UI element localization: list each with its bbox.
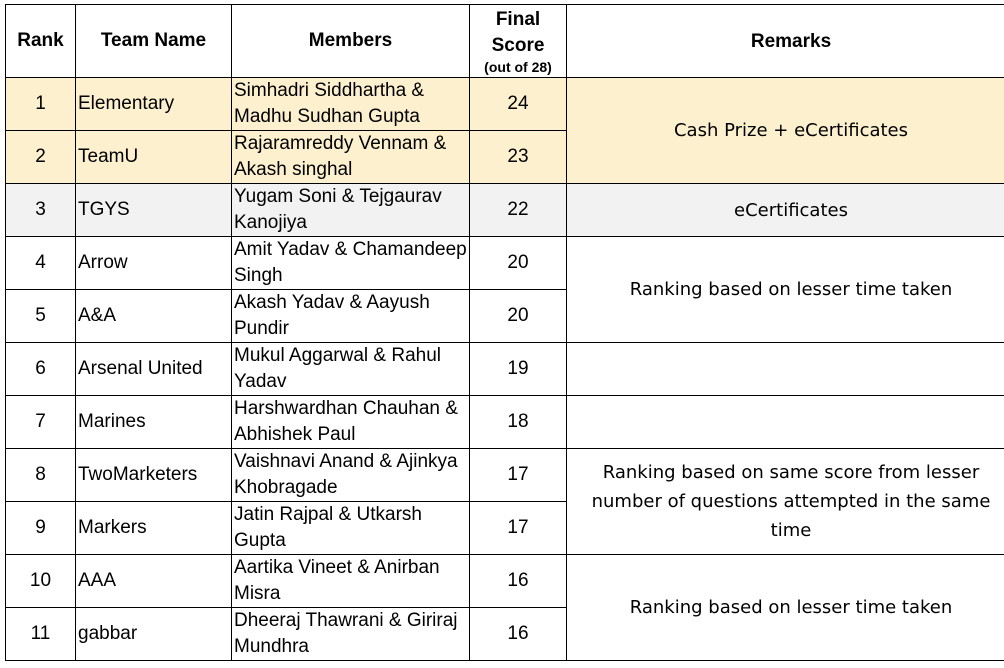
members-cell: Jatin Rajpal & Utkarsh Gupta <box>232 502 470 555</box>
members-cell: Rajaramreddy Vennam & Akash singhal <box>232 131 470 184</box>
rank-cell: 7 <box>6 396 76 449</box>
score-cell: 17 <box>470 502 567 555</box>
rank-cell: 1 <box>6 78 76 131</box>
header-rank: Rank <box>6 5 76 78</box>
header-row <box>6 5 1004 78</box>
rank-cell: 3 <box>6 184 76 237</box>
table-row <box>6 184 1004 237</box>
score-cell: 18 <box>470 396 567 449</box>
members-cell: Amit Yadav & Chamandeep Singh <box>232 237 470 290</box>
score-cell: 20 <box>470 290 567 343</box>
members-cell: Simhadri Siddhartha & Madhu Sudhan Gupta <box>232 78 470 131</box>
members-cell: Akash Yadav & Aayush Pundir <box>232 290 470 343</box>
header-score-subtitle: (out of 28) <box>484 59 552 75</box>
team-name-cell: TGYS <box>76 184 232 237</box>
rank-cell: 10 <box>6 555 76 608</box>
team-name-cell: AAA <box>76 555 232 608</box>
members-cell: Mukul Aggarwal & Rahul Yadav <box>232 343 470 396</box>
rank-cell: 8 <box>6 449 76 502</box>
header-team-name: Team Name <box>76 5 232 78</box>
rank-cell: 11 <box>6 608 76 661</box>
table-row <box>6 237 1004 290</box>
rank-cell: 6 <box>6 343 76 396</box>
score-cell: 16 <box>470 608 567 661</box>
rank-cell: 4 <box>6 237 76 290</box>
score-cell: 19 <box>470 343 567 396</box>
header-members: Members <box>232 5 470 78</box>
rank-cell: 2 <box>6 131 76 184</box>
table-row <box>6 396 1004 449</box>
remarks-cell-ranks-8-9: Ranking based on same score from lesser number of questions attempted in the same time <box>567 449 1004 555</box>
members-cell: Dheeraj Thawrani & Giriraj Mundhra <box>232 608 470 661</box>
score-cell: 16 <box>470 555 567 608</box>
score-cell: 17 <box>470 449 567 502</box>
score-cell: 22 <box>470 184 567 237</box>
team-name-cell: gabbar <box>76 608 232 661</box>
remarks-cell-ranks-10-11: Ranking based on lesser time taken <box>567 555 1004 661</box>
rank-cell: 9 <box>6 502 76 555</box>
remarks-cell-third: eCertificates <box>567 184 1004 237</box>
members-cell: Yugam Soni & Tejgaurav Kanojiya <box>232 184 470 237</box>
header-remarks: Remarks <box>567 5 1004 78</box>
leaderboard-table <box>5 4 1004 661</box>
remarks-cell-top2: Cash Prize + eCertificates <box>567 78 1004 184</box>
members-cell: Harshwardhan Chauhan & Abhishek Paul <box>232 396 470 449</box>
members-cell: Aartika Vineet & Anirban Misra <box>232 555 470 608</box>
score-cell: 24 <box>470 78 567 131</box>
header-score-line2: Score <box>491 35 545 56</box>
team-name-cell: Arrow <box>76 237 232 290</box>
team-name-cell: TeamU <box>76 131 232 184</box>
team-name-cell: Arsenal United <box>76 343 232 396</box>
remarks-cell-empty <box>567 396 1004 449</box>
team-name-cell: Elementary <box>76 78 232 131</box>
team-name-cell: A&A <box>76 290 232 343</box>
rank-cell: 5 <box>6 290 76 343</box>
team-name-cell: Marines <box>76 396 232 449</box>
score-cell: 20 <box>470 237 567 290</box>
table-row <box>6 343 1004 396</box>
header-score-line1: Final <box>495 9 541 30</box>
table-row <box>6 555 1004 608</box>
header-final-score <box>470 5 567 78</box>
remarks-cell-ranks-4-5: Ranking based on lesser time taken <box>567 237 1004 343</box>
members-cell: Vaishnavi Anand & Ajinkya Khobragade <box>232 449 470 502</box>
team-name-cell: TwoMarketers <box>76 449 232 502</box>
score-cell: 23 <box>470 131 567 184</box>
remarks-cell-empty <box>567 343 1004 396</box>
table-row <box>6 449 1004 502</box>
table-row <box>6 78 1004 131</box>
team-name-cell: Markers <box>76 502 232 555</box>
